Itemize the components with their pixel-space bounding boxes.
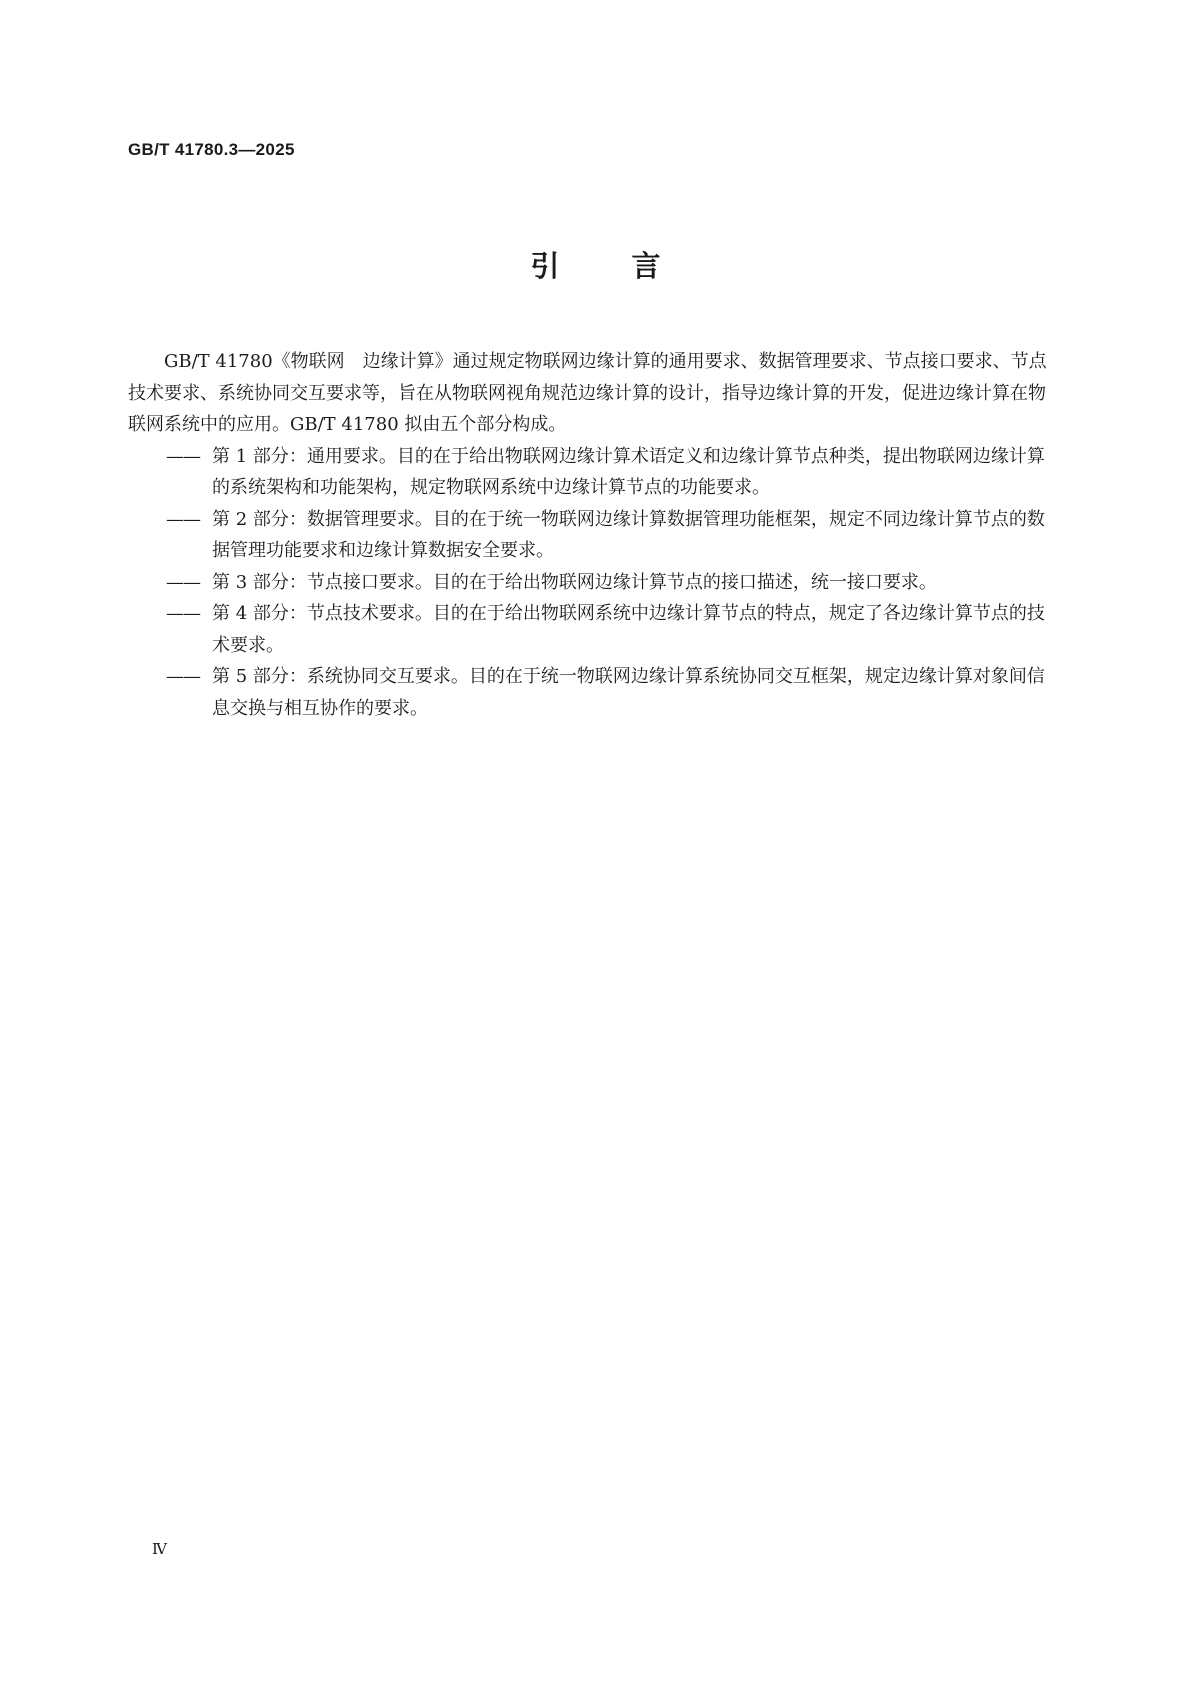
parts-list [128, 441, 1056, 725]
list-dash: —— [166, 571, 200, 593]
list-dash: —— [166, 666, 200, 687]
page-number: Ⅳ [152, 1540, 167, 1558]
list-item-text: 第 2 部分：数据管理要求。目的在于统一物联网边缘计算数据管理功能框架，规定不同边缘计算节点的数据管理功能要求和边缘计算数据安全要求。 [212, 508, 1045, 561]
standard-code: GB/T 41780.3—2025 [128, 140, 295, 159]
list-item-text: 第 4 部分：节点技术要求。目的在于给出物联网系统中边缘计算节点的特点，规定了各边缘计算节点的技术要求。 [212, 603, 1045, 656]
list-item-text: 第 3 部分：节点接口要求。目的在于给出物联网边缘计算节点的接口描述，统一接口要求。 [212, 571, 937, 593]
list-dash: —— [166, 508, 200, 530]
list-item [128, 504, 1056, 567]
list-item [128, 661, 1056, 724]
list-dash: —— [166, 603, 200, 624]
intro-paragraph: GB/T 41780《物联网 边缘计算》通过规定物联网边缘计算的通用要求、数据管理要求、节点接口要求、节点技术要求、系统协同交互要求等，旨在从物联网视角规范边缘计算的设计，指导边缘计算的开发，促进边缘计算在物联网系统中的应用。GB/T 41780 拟由五个部分构成。 [128, 351, 1047, 435]
list-dash: —— [166, 445, 200, 467]
body-text [128, 346, 1056, 724]
list-item-text: 第 5 部分：系统协同交互要求。目的在于统一物联网边缘计算系统协同交互框架，规定边缘计算对象间信息交换与相互协作的要求。 [212, 666, 1045, 719]
list-item [128, 441, 1056, 504]
list-item-text: 第 1 部分：通用要求。目的在于给出物联网边缘计算术语定义和边缘计算节点种类，提出物联网边缘计算的系统架构和功能架构，规定物联网系统中边缘计算节点的功能要求。 [212, 445, 1045, 498]
list-item [128, 567, 1056, 599]
section-title: 引言 [530, 249, 733, 283]
list-item [128, 598, 1056, 661]
